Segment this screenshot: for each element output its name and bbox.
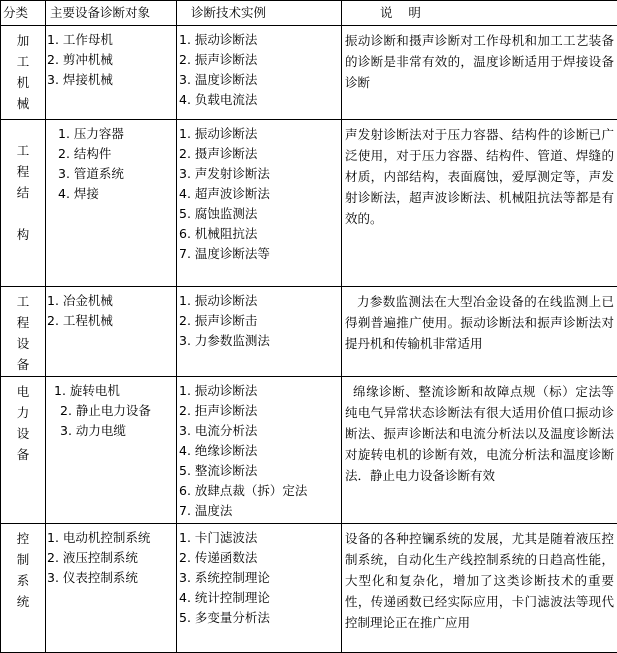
techniques-cell	[177, 287, 342, 377]
header-techniques: 诊断技术实例	[177, 1, 342, 26]
list-item: 3. 仪表控制系统	[47, 570, 138, 585]
list-item: 2. 液压控制系统	[47, 550, 138, 565]
list-item: 1. 振动诊断法	[179, 32, 258, 47]
category-cell	[1, 524, 46, 653]
list-item: 2. 工程机械	[47, 313, 113, 328]
description-cell: 设备的各种控镧系统的发展，尤其是随着液压控制系统，自动化生产线控制系统的日趋高性能，大型化和复杂化，增加了这类诊断技术的重要性，传递函数已经实际应用，卡门滤波法等现代控制理论正在推广应用	[342, 524, 617, 653]
category-cell	[1, 377, 46, 524]
description-cell: 振动诊断和摄声诊断对工作母机和加工工艺装备的诊断是非常有效的，温度诊断适用于焊接设备诊断	[342, 26, 617, 120]
list-item: 1. 卡门滤波法	[179, 530, 258, 545]
table-row	[1, 120, 617, 287]
category-char: 工	[16, 294, 30, 309]
table-row	[1, 287, 617, 377]
list-item: 2. 摄声诊断法	[179, 146, 258, 161]
list-item: 4. 负载电流法	[179, 92, 258, 107]
list-item: 2. 拒声诊断法	[179, 403, 258, 418]
category-char: 加	[16, 33, 30, 48]
category-char: 备	[16, 357, 30, 372]
header-objects: 主要设备诊断对象	[46, 1, 177, 26]
category-char: 程	[16, 164, 30, 179]
list-item: 2. 传递函数法	[179, 550, 258, 565]
list-item: 6. 机械阻抗法	[179, 226, 258, 241]
techniques-cell	[177, 26, 342, 120]
description-cell: 声发射诊断法对于压力容器、结构件的诊断已广泛使用，对于压力容器、结构件、管道、焊缝的材质，内部结构，表面腐蚀，爱厚测定等，声发射诊断法，超声波诊断法、机械阻抗法等都是有效的。	[342, 120, 617, 287]
category-char: 程	[16, 315, 30, 330]
list-item: 3. 动力电缆	[60, 423, 126, 438]
category-char: 设	[16, 336, 30, 351]
objects-cell	[46, 524, 177, 653]
list-item: 3. 系统控制理论	[179, 570, 270, 585]
techniques-cell	[177, 524, 342, 653]
category-char	[1, 203, 45, 224]
objects-cell	[46, 287, 177, 377]
list-item: 6. 放肆点裁（拆）定法	[179, 483, 308, 498]
list-item: 3. 力参数监测法	[179, 333, 270, 348]
list-item: 4. 超声波诊断法	[179, 186, 270, 201]
list-item: 1. 振动诊断法	[179, 383, 258, 398]
table-body	[1, 26, 617, 653]
list-item: 5. 腐蚀监测法	[179, 206, 258, 221]
list-item: 1. 工作母机	[47, 32, 113, 47]
category-char: 工	[16, 54, 30, 69]
list-item: 3. 焊接机械	[47, 72, 113, 87]
header-description: 说 明	[342, 1, 617, 26]
list-item: 1. 压力容器	[58, 126, 124, 141]
list-item: 2. 剪冲机械	[47, 52, 113, 67]
list-item: 3. 电流分析法	[179, 423, 258, 438]
list-item: 1. 振动诊断法	[179, 126, 258, 141]
techniques-cell	[177, 120, 342, 287]
header-row	[1, 1, 617, 26]
list-item: 7. 温度诊断法等	[179, 246, 270, 261]
list-item: 3. 声发射诊断法	[179, 166, 270, 181]
category-char: 设	[16, 426, 30, 441]
category-char: 电	[16, 384, 30, 399]
category-char: 工	[16, 143, 30, 158]
list-item: 1. 旋转电机	[54, 383, 120, 398]
category-char: 械	[16, 96, 30, 111]
category-char: 机	[16, 75, 30, 90]
list-item: 2. 振声诊断击	[179, 313, 258, 328]
list-item: 1. 振动诊断法	[179, 293, 258, 308]
list-item: 3. 管道系统	[58, 166, 124, 181]
list-item: 5. 整流诊断法	[179, 463, 258, 478]
category-cell	[1, 287, 46, 377]
objects-cell	[46, 120, 177, 287]
techniques-cell	[177, 377, 342, 524]
list-item: 1. 冶金机械	[47, 293, 113, 308]
category-char: 控	[16, 531, 30, 546]
header-category: 分类	[1, 1, 46, 26]
list-item: 4. 焊接	[58, 186, 99, 201]
objects-cell	[46, 377, 177, 524]
category-cell	[1, 26, 46, 120]
category-char: 备	[16, 447, 30, 462]
category-char: 系	[16, 573, 30, 588]
table-row	[1, 377, 617, 524]
description-cell: 绵缘诊断、整流诊断和故障点规（标）定法等纯电气异常状态诊断法有很大适用价值口振动诊断法、振声诊断法和电流分析法以及温度诊断法对旋转电机的诊断有效，电流分析法和温度诊断法．静止电力设备诊断有效	[342, 377, 617, 524]
table-row	[1, 524, 617, 653]
list-item: 2. 静止电力设备	[60, 403, 151, 418]
description-cell: 力参数监测法在大型冶金设备的在线监测上已得剃普遍推广使用。振动诊断法和振声诊断法对提丹机和传输机非常适用	[342, 287, 617, 377]
list-item: 4. 绝缘诊断法	[179, 443, 258, 458]
list-item: 1. 电动机控制系统	[47, 530, 151, 545]
list-item: 5. 多变量分析法	[179, 610, 270, 625]
category-char: 制	[16, 552, 30, 567]
category-cell	[1, 120, 46, 287]
list-item: 2. 振声诊断法	[179, 52, 258, 67]
table-row	[1, 26, 617, 120]
list-item: 2. 结构件	[58, 146, 112, 161]
category-char: 统	[16, 594, 30, 609]
list-item: 4. 统计控制理论	[179, 590, 270, 605]
list-item: 7. 温度法	[179, 503, 233, 518]
list-item: 3. 温度诊断法	[179, 72, 258, 87]
category-char: 构	[16, 227, 30, 242]
objects-cell	[46, 26, 177, 120]
category-char: 力	[16, 405, 30, 420]
category-char: 结	[16, 185, 30, 200]
